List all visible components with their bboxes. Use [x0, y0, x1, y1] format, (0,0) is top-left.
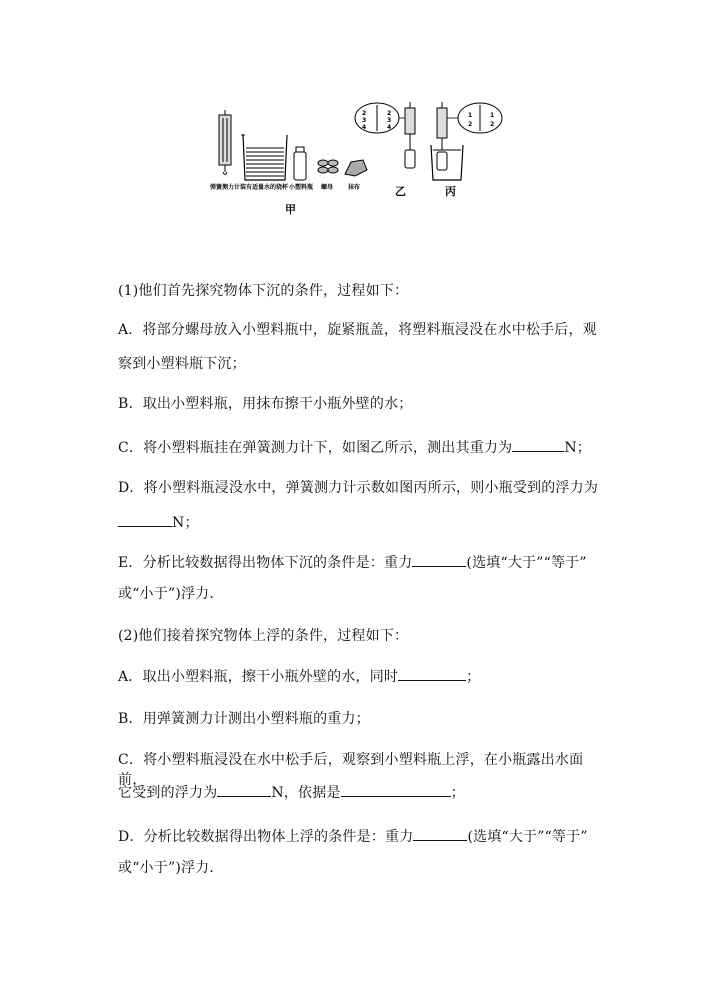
- nuts: [318, 160, 338, 173]
- part1-step-c-text: C．将小塑料瓶挂在弹簧测力计下，如图乙所示，测出其重力为: [118, 440, 513, 456]
- blank-action-a[interactable]: [398, 666, 466, 681]
- part1-step-e-line2: 或“小于”)浮力．: [118, 586, 224, 602]
- scale-yi-right-1: 3: [387, 117, 392, 124]
- part1-step-d-unit: N；: [172, 515, 199, 531]
- label-nuts: 螺母: [321, 184, 334, 191]
- blank-buoyancy-c[interactable]: [217, 782, 271, 797]
- part1-step-e-text: E．分析比较数据得出物体下沉的条件是：重力: [118, 555, 413, 571]
- part2-step-d: [118, 826, 608, 847]
- panel-label-yi: 乙: [395, 185, 406, 198]
- scale-yi-right-0: 2: [387, 110, 392, 117]
- blank-reason-c[interactable]: [341, 782, 451, 797]
- part2-step-b: B．用弹簧测力计测出小塑料瓶的重力；: [118, 711, 370, 727]
- part2-step-c-mid: N，依据是: [271, 785, 341, 801]
- part2-step-d-text: D．分析比较数据得出物体上浮的条件是：重力: [118, 829, 414, 845]
- part1-step-a-line2: 察到小塑料瓶下沉；: [118, 356, 246, 372]
- part1-step-d-line1: D．将小塑料瓶浸没水中，弹簧测力计示数如图丙所示，则小瓶受到的浮力为: [118, 480, 599, 496]
- blank-weight-c[interactable]: [512, 437, 564, 452]
- panel-label-jia: 甲: [285, 203, 296, 216]
- part1-step-a-line1: A．将部分螺母放入小塑料瓶中，旋紧瓶盖，将塑料瓶浸没在水中松手后，观: [118, 322, 597, 338]
- panel-label-bing: 丙: [445, 185, 456, 198]
- scale-bing-right-0: 1: [490, 112, 495, 119]
- scale-yi-left-1: 3: [362, 117, 367, 124]
- cloth: [345, 160, 367, 176]
- part1-step-d-line2: [118, 512, 608, 533]
- label-beaker: 装有适量水的烧杯: [240, 184, 289, 191]
- label-bottle: 小塑料瓶: [289, 184, 314, 191]
- scale-yi-left-0: 2: [362, 110, 367, 117]
- scale-bing-left-0: 1: [468, 112, 473, 119]
- part2-step-d-line2: 或“小于”)浮力．: [118, 860, 224, 876]
- label-spring-scale: 弹簧测力计: [210, 184, 241, 191]
- part1-step-b: B．取出小塑料瓶，用抹布擦干小瓶外壁的水；: [118, 396, 413, 412]
- part2-step-c-text: 它受到的浮力为: [118, 785, 218, 801]
- scale-bing-right-1: 2: [490, 121, 495, 128]
- part1-step-e-hint: (选填“大于”“等于”: [466, 555, 587, 571]
- part2-step-a-end: ；: [466, 669, 481, 685]
- small-bottle-jia: [294, 147, 306, 180]
- part1-step-c: [118, 437, 608, 458]
- part1-title: (1)他们首先探究物体下沉的条件，过程如下：: [118, 283, 409, 299]
- scale-yi-right-2: 4: [387, 124, 392, 131]
- blank-buoyancy-d[interactable]: [118, 512, 172, 527]
- part2-step-c-end: ；: [450, 785, 465, 801]
- blank-compare-e[interactable]: [412, 552, 466, 567]
- part2-step-d-hint: (选填“大于”“等于”: [467, 829, 588, 845]
- blank-compare-d[interactable]: [413, 826, 467, 841]
- part1-step-c-unit: N；: [564, 440, 591, 456]
- part2-step-a-text: A．取出小塑料瓶，擦干小瓶外壁的水，同时: [118, 669, 399, 685]
- part2-title: (2)他们接着探究物体上浮的条件，过程如下：: [118, 628, 409, 644]
- experiment-figure: [205, 100, 515, 220]
- part1-step-e: [118, 552, 608, 573]
- part2-step-c-line2: [118, 782, 608, 803]
- beaker-jia: [241, 135, 287, 180]
- scale-bing-left-1: 2: [468, 121, 473, 128]
- scale-yi-left-2: 4: [362, 124, 367, 131]
- spring-scale-jia: [219, 110, 231, 175]
- part2-step-c-line1: C．将小塑料瓶浸没在水中松手后，观察到小塑料瓶上浮，在小瓶露出水面前，: [118, 752, 584, 788]
- label-cloth: 抹布: [348, 184, 361, 191]
- part2-step-a: [118, 666, 608, 687]
